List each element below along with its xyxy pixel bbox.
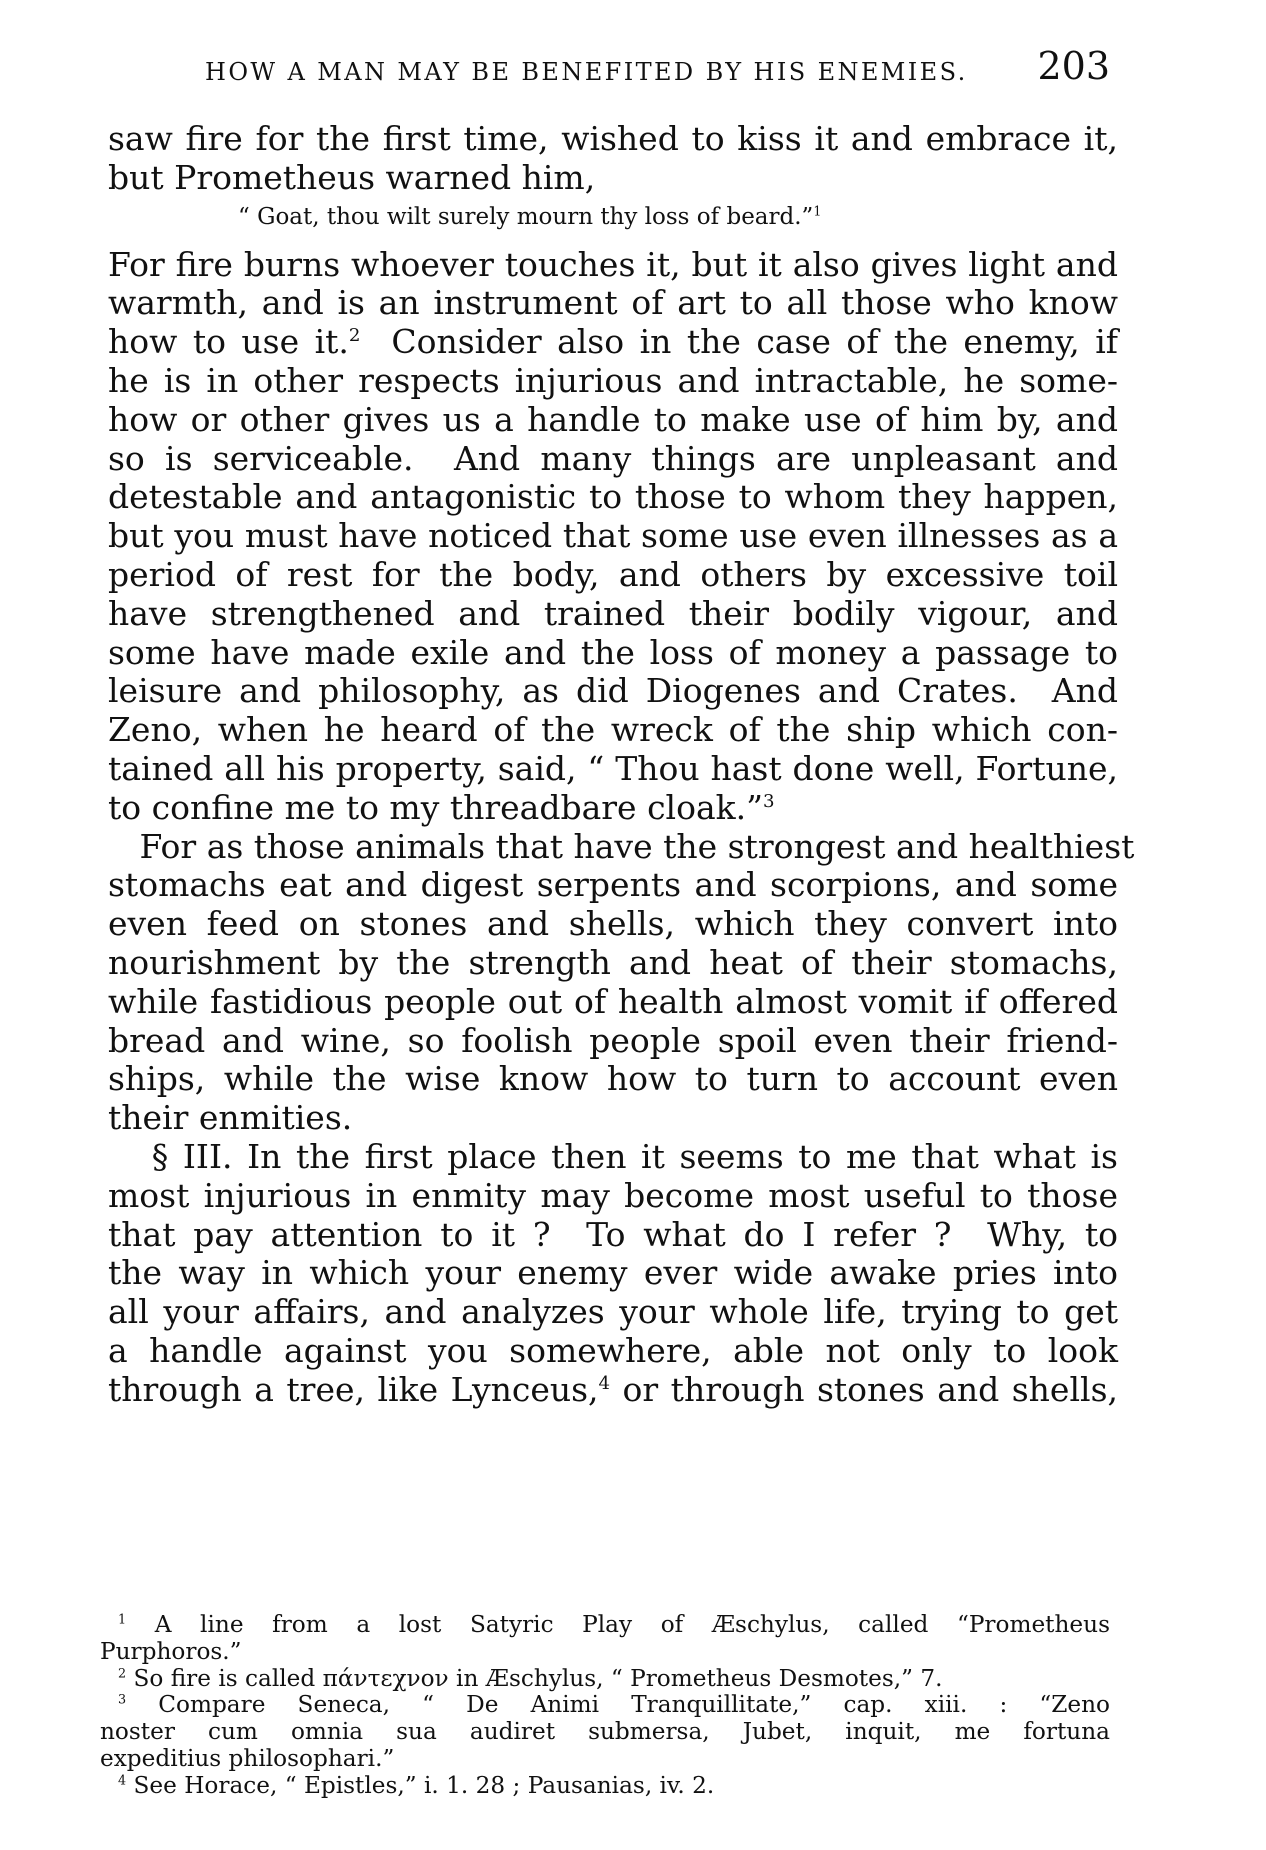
- text-line: [108, 1060, 1118, 1099]
- text-line: [108, 789, 1118, 828]
- line-text-after: or through stones and shells,: [610, 1369, 1118, 1409]
- text-line: [108, 1177, 1118, 1216]
- line-text: even feed on stones and shells, which they convert into: [108, 904, 1118, 944]
- line-text: ships, while the wise know how to turn to account even: [108, 1059, 1118, 1099]
- footnote-line: [100, 1666, 1110, 1693]
- line-text: some have made exile and the loss of money a passage to: [108, 632, 1118, 672]
- text-line: [108, 711, 1118, 750]
- footnote-text: noster cum omnia sua audiret submersa, Jubet, inquit, me fortuna: [100, 1718, 1110, 1746]
- line-text: while fastidious people out of health almost vomit if offered: [108, 981, 1118, 1021]
- line-text: a handle against you somewhere, able not only to look: [108, 1330, 1118, 1370]
- line-text: period of rest for the body, and others by excessive toil: [108, 554, 1118, 594]
- text-line: [108, 672, 1118, 711]
- line-text: all your affairs, and analyzes your whole life, trying to get: [108, 1292, 1118, 1332]
- line-text: For as those animals that have the strongest and healthiest: [108, 826, 1135, 866]
- line-text: saw fire for the first time, wished to kiss it and embrace it,: [108, 119, 1118, 158]
- text-line: [108, 478, 1118, 517]
- text-line: [108, 944, 1118, 983]
- line-text: For fire burns whoever touches it, but it also gives light and: [108, 244, 1118, 284]
- text-line: [108, 1099, 1118, 1138]
- footnote-line: [100, 1692, 1110, 1719]
- text-line: [108, 401, 1118, 440]
- line-text: so is serviceable. And many things are unpleasant and: [108, 438, 1118, 478]
- line-text: the way in which your enemy ever wide awake pries into: [108, 1253, 1118, 1293]
- line-text: how or other gives us a handle to make use of him by, and: [108, 399, 1118, 439]
- footnote-line: [100, 1719, 1110, 1746]
- text-line: [108, 634, 1118, 673]
- text-line: [108, 362, 1118, 401]
- line-text: bread and wine, so foolish people spoil even their friend-: [108, 1020, 1118, 1060]
- line-text: how to use it.: [108, 322, 349, 362]
- footnote-ref: 1: [813, 202, 822, 218]
- text-line: [108, 866, 1118, 905]
- footnote-ref: 2: [348, 325, 361, 347]
- text-line: [108, 440, 1118, 479]
- footnote-line: [100, 1639, 1110, 1666]
- text-line: [108, 556, 1118, 595]
- text-line: [108, 1022, 1118, 1061]
- line-text: to confine me to my threadbare cloak.”: [108, 787, 764, 827]
- footnotes: [100, 1612, 1110, 1800]
- line-text: he is in other respects injurious and intractable, he some-: [108, 360, 1118, 400]
- text-line: [108, 826, 1135, 867]
- line-text: but Prometheus warned him,: [108, 157, 596, 197]
- footnote-marker: 1: [118, 1612, 127, 1628]
- text-line: [108, 1138, 1118, 1177]
- text-line: [108, 1293, 1118, 1332]
- footnote-text: Purphoros.”: [100, 1637, 242, 1665]
- footnote-line: [100, 1612, 1110, 1639]
- text-line: [108, 983, 1118, 1022]
- line-text-after: Consider also in the case of the enemy, if: [360, 322, 1119, 362]
- footnote-line: [100, 1746, 1110, 1773]
- line-text: § III. In the first place then it seems to me that what is: [108, 1136, 1118, 1176]
- footnote-marker: 2: [118, 1665, 127, 1681]
- text-line: [108, 595, 1118, 634]
- line-text: their enmities.: [108, 1098, 353, 1138]
- text-line: [108, 1216, 1118, 1255]
- text-line: [108, 323, 1118, 362]
- footnote-line: [100, 1773, 1110, 1800]
- footnote-text: A line from a lost Satyric Play of Æschylus, called “Prometheus: [126, 1611, 1110, 1638]
- text-line: [108, 905, 1118, 944]
- text-line: [108, 517, 1118, 556]
- running-head-title: HOW A MAN MAY BE BENEFITED BY HIS ENEMIES.: [205, 58, 968, 86]
- body-text: [108, 119, 1135, 1410]
- text-line: [108, 1332, 1118, 1371]
- line-text: that pay attention to it ? To what do I refer ? Why, to: [108, 1214, 1118, 1254]
- verse-quote: [238, 204, 1118, 230]
- footnote-marker: 4: [118, 1773, 127, 1789]
- line-text: have strengthened and trained their bodily vigour, and: [108, 593, 1118, 633]
- text-line: [108, 1371, 1118, 1410]
- footnote-text: See Horace, “ Epistles,” i. 1. 28 ; Pausanias, iv. 2.: [126, 1771, 715, 1799]
- page-number: 203: [1037, 44, 1110, 88]
- line-text: warmth, and is an instrument of art to all those who know: [108, 283, 1118, 323]
- text-line: [108, 246, 1118, 285]
- line-text: most injurious in enmity may become most useful to those: [108, 1175, 1118, 1215]
- line-text: detestable and antagonistic to those to whom they happen,: [108, 477, 1118, 517]
- line-text: nourishment by the strength and heat of their stomachs,: [108, 942, 1118, 982]
- text-line: [108, 159, 1118, 198]
- text-line: [108, 1254, 1118, 1293]
- line-text: “ Goat, thou wilt surely mourn thy loss of beard.”: [238, 203, 814, 230]
- line-text: Zeno, when he heard of the wreck of the ship which con-: [108, 710, 1118, 750]
- text-line: [108, 284, 1118, 323]
- text-line: [108, 120, 1118, 159]
- line-text: through a tree, like Lynceus,: [108, 1369, 599, 1409]
- line-text: stomachs eat and digest serpents and scorpions, and some: [108, 865, 1118, 905]
- line-text: tained all his property, said, “ Thou hast done well, Fortune,: [108, 748, 1118, 788]
- line-text: but you must have noticed that some use even illnesses as a: [108, 516, 1118, 556]
- text-line: [108, 750, 1118, 789]
- footnote-ref: 3: [763, 790, 775, 812]
- footnote-text: expeditius philosophari.”: [100, 1744, 395, 1772]
- footnote-ref: 4: [598, 1372, 611, 1394]
- footnote-marker: 3: [118, 1692, 127, 1708]
- running-head: [205, 44, 1110, 104]
- line-text: leisure and philosophy, as did Diogenes and Crates. And: [108, 671, 1118, 711]
- footnote-text: So fire is called πάντεχνον in Æschylus, “ Prometheus Desmotes,” 7.: [126, 1664, 943, 1692]
- footnote-text: Compare Seneca, “ De Animi Tranquillitate,” cap. xiii. : “Zeno: [126, 1691, 1110, 1719]
